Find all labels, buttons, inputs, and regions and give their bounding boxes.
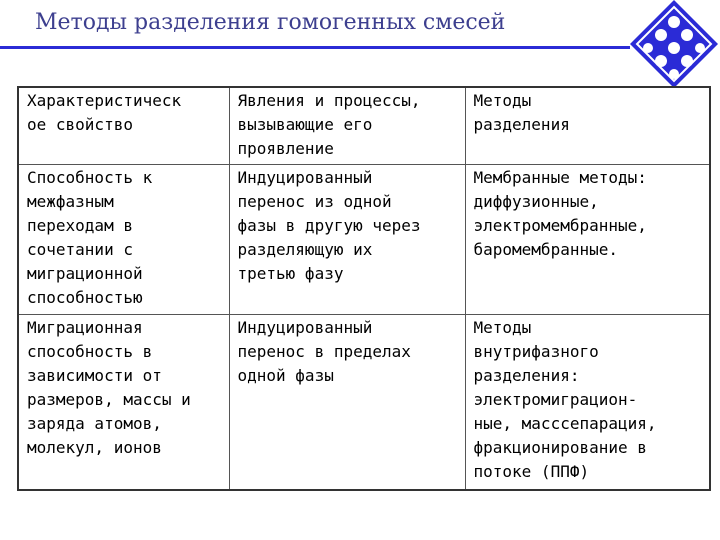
table-row bbox=[18, 164, 710, 314]
table-cell: Индуцированный перенос из одной фазы в другую через разделяющую их третью фазу bbox=[229, 164, 465, 314]
table-cell: Индуцированный перенос в пределах одной фазы bbox=[229, 314, 465, 490]
table-cell: Способность к межфазным переходам в сочетании с миграционной способностью bbox=[18, 164, 229, 314]
slide-title: Методы разделения гомогенных смесей bbox=[35, 10, 506, 35]
table-cell: Мембранные методы: диффузионные, электромембранные, баромембранные. bbox=[465, 164, 710, 314]
header-cell-phenomena: Явления и процессы, вызывающие его проявление bbox=[229, 87, 465, 164]
methods-table bbox=[17, 86, 711, 491]
table-header-row bbox=[18, 87, 710, 164]
table-row bbox=[18, 314, 710, 490]
title-underline bbox=[0, 46, 630, 49]
header-cell-property: Характеристическ ое свойство bbox=[18, 87, 229, 164]
table-cell: Методы внутрифазного разделения: электромиграцион- ные, масссепарация, фракционирование в потоке (ППФ) bbox=[465, 314, 710, 490]
molecule-diamond-logo-icon bbox=[628, 0, 720, 90]
table-cell: Миграционная способность в зависимости от размеров, массы и заряда атомов, молекул, ионов bbox=[18, 314, 229, 490]
header-cell-methods: Методы разделения bbox=[465, 87, 710, 164]
